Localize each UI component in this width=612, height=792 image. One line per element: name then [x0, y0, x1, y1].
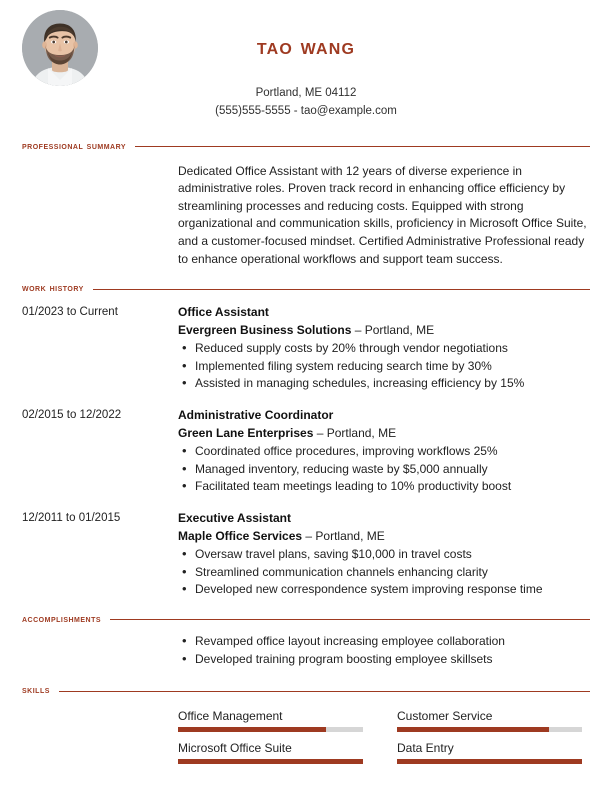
job-bullet-list [178, 546, 590, 599]
skill-progress-track [178, 727, 363, 732]
list-item: • Coordinated office procedures, improving workflows 25% [178, 443, 590, 461]
skill-item [397, 740, 582, 764]
list-item: • Revamped office layout increasing employee collaboration [178, 633, 590, 651]
skill-progress-fill [178, 727, 326, 732]
job-company-line [178, 321, 590, 339]
job-location: – Portland, ME [302, 529, 385, 544]
section-professional-summary [0, 140, 612, 268]
skill-label: Microsoft Office Suite [178, 741, 292, 756]
section-title-work-history: work history [22, 282, 84, 295]
section-title-professional-summary: professional summary [22, 140, 127, 152]
section-skills [0, 684, 612, 764]
section-header [22, 140, 590, 153]
skill-progress-fill [397, 727, 549, 732]
skill-item [178, 708, 363, 732]
job-list [22, 304, 590, 599]
job-bullet-list [178, 443, 590, 496]
page-title: tao wang [256, 33, 356, 59]
job-company: Green Lane Enterprises [178, 426, 314, 441]
skill-progress-track [397, 759, 582, 764]
list-item: • Streamlined communication channels enhancing clarity [178, 564, 590, 582]
job-details [178, 510, 590, 599]
skill-progress-track [178, 759, 363, 764]
list-item: • Facilitated team meetings leading to 10% productivity boost [178, 478, 590, 496]
section-divider [110, 619, 590, 620]
contact-phone-email: (555)555-5555 - tao@example.com [215, 105, 397, 118]
job-title: Executive Assistant [178, 510, 291, 525]
section-work-history [0, 282, 612, 598]
job-title: Administrative Coordinator [178, 407, 334, 422]
skill-progress-fill [397, 759, 582, 764]
skill-label: Office Management [178, 708, 283, 723]
section-header [22, 684, 590, 697]
job-location: – Portland, ME [351, 323, 435, 338]
job-company: Maple Office Services [178, 529, 303, 544]
accomplishments-bullet-list [178, 633, 590, 668]
contact-info [0, 85, 612, 121]
list-item: • Developed new correspondence system improving response time [178, 581, 590, 599]
section-divider [59, 691, 590, 692]
list-item: • Assisted in managing schedules, increasing efficiency by 15% [178, 375, 590, 393]
job-company-line [178, 527, 590, 545]
job-entry [22, 304, 590, 393]
section-divider [135, 146, 590, 147]
summary-text: Dedicated Office Assistant with 12 years of diverse experience in administrative roles. Proven track record in enhancing office efficiency by streamlining processes and reducing costs. Equipped with strong organizational and communication skills, proficiency in Microsoft Office Suite, and a customer-focused mindset. Certified Administrative Professional ready to enhance operational workflows and support team success. [178, 163, 587, 266]
contact-address: Portland, ME 04112 [255, 87, 357, 100]
skill-label: Customer Service [397, 708, 493, 723]
list-item: • Developed training program boosting employee skillsets [178, 651, 590, 669]
skill-item [397, 708, 582, 732]
section-title-accomplishments: accomplishments [22, 612, 102, 625]
profile-photo-illustration [22, 10, 98, 86]
job-dates: 02/2015 to 12/2022 [22, 408, 122, 421]
avatar [22, 10, 98, 86]
job-entry [22, 510, 590, 599]
job-location: – Portland, ME [313, 426, 397, 441]
list-item: • Implemented filing system reducing search time by 30% [178, 358, 590, 376]
section-divider [93, 289, 590, 290]
job-title: Office Assistant [178, 304, 269, 319]
section-header [22, 613, 590, 626]
list-item: • Oversaw travel plans, saving $10,000 in travel costs [178, 546, 590, 564]
skill-item [178, 740, 363, 764]
resume-header [0, 0, 612, 140]
job-details [178, 407, 590, 496]
section-title-skills: skills [22, 684, 50, 697]
skill-progress-fill [178, 759, 363, 764]
section-header [22, 282, 590, 295]
section-accomplishments [0, 613, 612, 669]
job-company-line [178, 424, 590, 442]
job-company: Evergreen Business Solutions [178, 323, 352, 338]
skill-progress-track [397, 727, 582, 732]
profile-photo [22, 10, 98, 86]
skills-grid [178, 708, 590, 764]
job-entry [22, 407, 590, 496]
job-details [178, 304, 590, 393]
list-item: • Managed inventory, reducing waste by $5,000 annually [178, 461, 590, 479]
job-bullet-list [178, 340, 590, 393]
job-dates: 01/2023 to Current [22, 305, 118, 318]
list-item: • Reduced supply costs by 20% through vendor negotiations [178, 340, 590, 358]
job-dates: 12/2011 to 01/2015 [22, 511, 121, 524]
accomplishments-body [178, 633, 590, 668]
skill-label: Data Entry [397, 741, 454, 756]
